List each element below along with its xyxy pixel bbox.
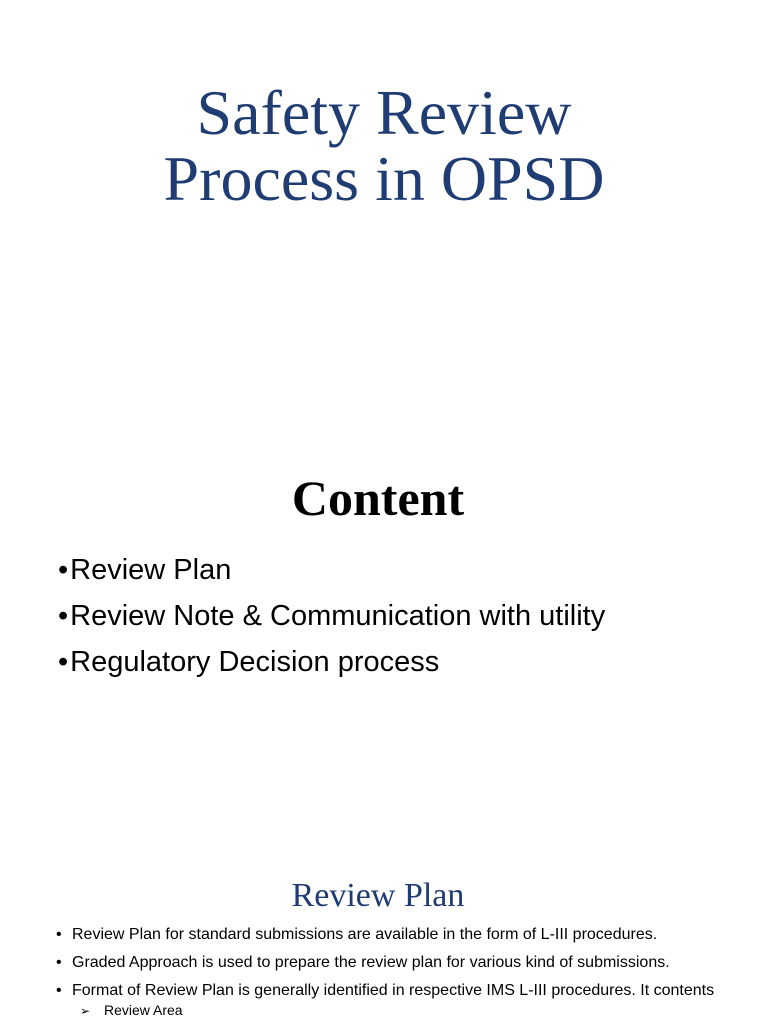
content-heading: Content (291, 470, 465, 526)
list-item (58, 593, 605, 639)
list-item (58, 639, 605, 685)
bullet-icon: • (56, 954, 62, 971)
sub-list-item (80, 999, 183, 1022)
list-item-text: Format of Review Plan is generally identified in respective IMS L-III procedures. It contents (72, 982, 715, 999)
bullet-icon: • (58, 646, 69, 678)
list-item (56, 921, 714, 949)
review-plan-list (56, 921, 714, 1005)
bullet-icon: • (58, 600, 69, 632)
list-item-text: Review Note & Communication with utility (70, 600, 606, 632)
sub-list-item-text: Review Area (104, 1002, 183, 1018)
title-line-2: Process in OPSD (163, 143, 605, 214)
list-item-text: Regulatory Decision process (70, 646, 440, 678)
arrow-bullet-icon: ➢ (80, 1004, 91, 1018)
list-item-text: Review Plan for standard submissions are available in the form of L-III procedures. (72, 926, 658, 943)
content-list (58, 547, 605, 685)
bullet-icon: • (56, 926, 62, 943)
slide-review-plan (0, 860, 768, 1024)
slide-title (0, 0, 768, 420)
review-plan-heading: Review Plan (291, 877, 465, 914)
list-item-text: Review Plan (70, 554, 232, 586)
bullet-icon: • (56, 982, 62, 999)
list-item-text: Graded Approach is used to prepare the review plan for various kind of submissions. (72, 954, 670, 971)
list-item (58, 547, 605, 593)
presentation-title (0, 77, 768, 214)
title-line-1: Safety Review (196, 77, 572, 148)
review-plan-sublist (80, 999, 183, 1022)
list-item (56, 949, 714, 977)
slide-content (0, 440, 768, 860)
bullet-icon: • (58, 554, 69, 586)
